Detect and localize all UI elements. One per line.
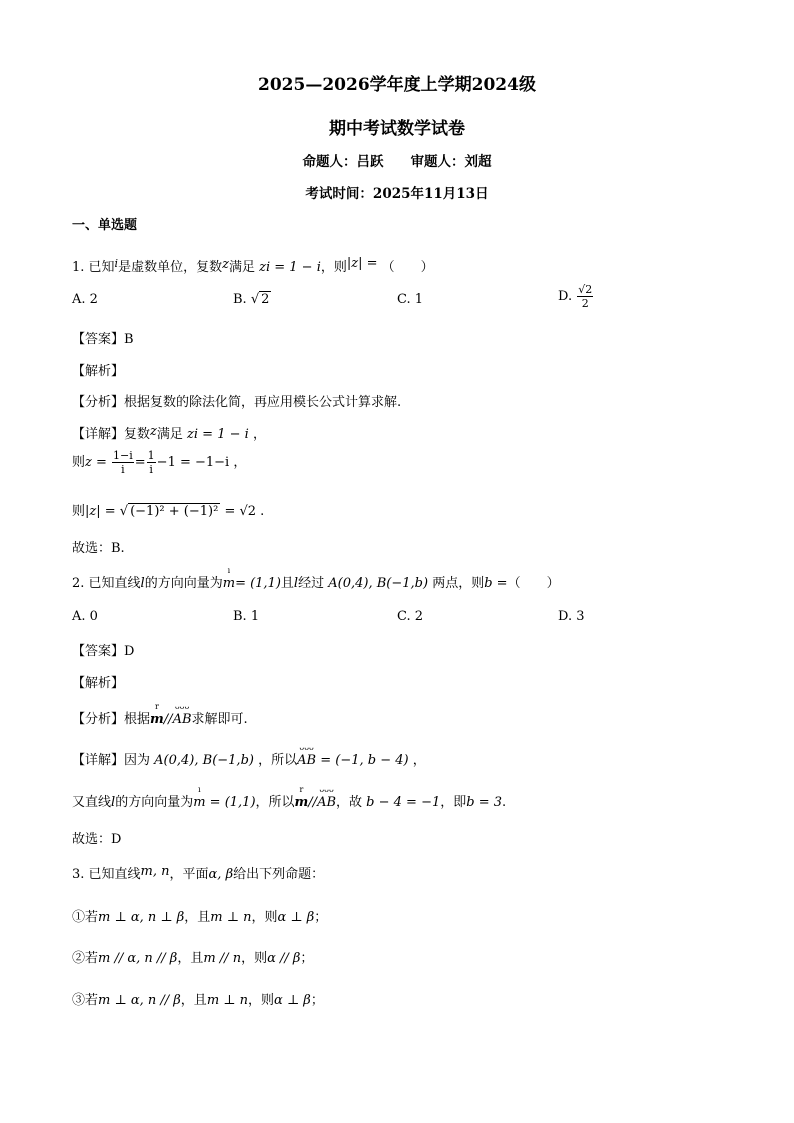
q1-option-c: C. 1 <box>397 292 424 307</box>
xiangjie-tag: 【详解】 <box>72 753 125 768</box>
q1-option-b-sqrt: √ 2 <box>250 292 270 307</box>
frac-num: 1−i <box>113 449 133 462</box>
q1-text: 满足 <box>156 427 183 442</box>
vector-arrow-icon: ᴗᴗᴗ <box>299 743 314 752</box>
q2-vector-ab <box>297 743 317 768</box>
q2-option-c: C. 2 <box>397 609 424 624</box>
q1-step3-lhs: |z| = <box>85 504 116 519</box>
equals: = <box>134 455 146 470</box>
q3-p2-condition2: m // n <box>203 951 242 966</box>
q1-text: 复数 <box>124 427 151 442</box>
q1-i-symbol: i <box>114 257 119 270</box>
q3-p3-result: α ⊥ β <box>274 993 311 1008</box>
q2-equation2: b = 3 <box>466 795 503 810</box>
vector-arrow-icon: ᴗᴗᴗ <box>319 785 334 794</box>
q2-conclusion: 故选：D <box>72 832 122 847</box>
q3-text: ，平面 <box>169 867 209 882</box>
q2-points: A(0,4), B(−1,b) <box>154 753 254 768</box>
q2-option-d: D. 3 <box>558 609 585 624</box>
q3-text: ，且 <box>184 910 211 925</box>
exam-time: 考试时间：2025年11月13日 <box>305 186 489 202</box>
parallel-symbol: // <box>163 712 173 727</box>
q2-ab-value: = (−1, b − 4) <box>320 753 409 768</box>
q2-vector-m2 <box>294 785 309 810</box>
q2-text: 且 <box>280 576 294 591</box>
q3-text: ，则 <box>251 910 278 925</box>
q3-proposition-3 <box>72 989 324 1008</box>
q1-equation: zi = 1 − i <box>259 260 321 275</box>
q1-abs-z: |z| = <box>346 256 378 271</box>
q2-text: 求解即可. <box>191 712 248 727</box>
q2-text: 又直线 <box>72 795 112 810</box>
answer-tag: 【答案】 <box>72 332 125 347</box>
q3-text: ①若 <box>72 910 99 925</box>
q1-step3-sqrt: √ (−1)² + (−1)² <box>119 504 219 519</box>
vector-arrow-icon: r <box>299 785 304 794</box>
q3-p1-result: α ⊥ β <box>277 910 315 925</box>
question-2-stem <box>72 566 560 591</box>
q2-text: 的方向向量为 <box>115 795 194 810</box>
q3-p1-condition2: m ⊥ n <box>210 910 252 925</box>
q1-option-b <box>233 292 271 307</box>
q3-text: ②若 <box>72 951 99 966</box>
q2-text: ，即 <box>440 795 467 810</box>
q2-l-symbol: l <box>140 576 145 591</box>
vector-arrow-icon: ᴗᴗᴗ <box>174 702 190 711</box>
q1-conclusion: 故选：B. <box>72 541 125 556</box>
q1-option-d-den: 2 <box>581 297 589 310</box>
question-1-stem <box>72 256 434 275</box>
q1-analysis-tag: 【解析】 <box>72 364 125 379</box>
q1-step3-radicand: (−1)² + (−1)² <box>130 504 219 519</box>
q2-step2 <box>72 785 507 810</box>
q2-text: ，所以 <box>258 753 298 768</box>
q2-m-value: = (1,1) <box>235 576 281 591</box>
q1-answer <box>72 328 134 347</box>
q2-text: . <box>502 795 507 810</box>
xiangjie-tag: 【详解】 <box>72 427 125 442</box>
q1-option-d-fraction <box>577 283 593 310</box>
q1-text: 则 <box>72 455 86 470</box>
q3-planes: α, β <box>208 867 234 882</box>
q1-option-d-num: √2 <box>578 283 593 296</box>
q3-text: 3. 已知直线 <box>72 867 141 882</box>
q3-lines: m, n <box>140 864 170 879</box>
q3-text: ③若 <box>72 993 99 1008</box>
q2-l-symbol: l <box>111 795 116 810</box>
q2-analysis-tag: 【解析】 <box>72 676 125 691</box>
q1-option-d-label: D. <box>558 289 573 304</box>
q2-answer-blank: （ ） <box>507 576 560 591</box>
q3-text: ，则 <box>241 951 268 966</box>
fenxi-tag: 【分析】 <box>72 712 125 727</box>
answer-tag: 【答案】 <box>72 644 125 659</box>
q2-ab-symbol: AB <box>172 712 192 727</box>
q3-text: 给出下列命题： <box>233 867 325 882</box>
q2-ab-symbol: AB <box>317 795 337 810</box>
q2-text: ，故 <box>336 795 363 810</box>
q2-m-symbol: m <box>193 795 206 810</box>
q3-p2-result: α // β <box>267 951 301 966</box>
q2-text: 根据 <box>124 712 151 727</box>
q3-text: ，则 <box>248 993 275 1008</box>
q3-text: ，且 <box>180 993 207 1008</box>
q3-text: ； <box>314 910 328 925</box>
q3-text: ，且 <box>177 951 204 966</box>
q2-vector-m <box>222 566 236 591</box>
q2-points: A(0,4), B(−1,b) <box>328 576 429 591</box>
q2-m-symbol: m <box>222 576 236 591</box>
section-heading: 一、单选题 <box>72 218 138 233</box>
q1-answer-blank: （ ） <box>381 260 434 275</box>
q2-m-symbol: m <box>294 795 309 810</box>
q3-p3-condition2: m ⊥ n <box>206 993 249 1008</box>
q2-equation1: b − 4 = −1 <box>366 795 441 810</box>
frac-num: 1 <box>147 449 155 462</box>
vector-arrow-icon: ı <box>198 785 201 794</box>
q3-proposition-2 <box>72 947 313 966</box>
q2-text: 因为 <box>124 753 151 768</box>
fenxi-text: 根据复数的除法化简，再应用模长公式计算求解. <box>124 395 402 410</box>
q1-step3 <box>72 500 264 519</box>
q2-text: 经过 <box>298 576 325 591</box>
q2-fenxi <box>72 702 248 727</box>
parallel-symbol: // <box>308 795 318 810</box>
q1-xiangjie <box>72 423 266 442</box>
q3-p3-condition: m ⊥ α, n // β <box>98 993 181 1008</box>
q2-l-symbol: l <box>293 576 299 591</box>
q1-text: 是虚数单位，复数 <box>118 260 223 275</box>
q2-text: ， <box>412 753 426 768</box>
q1-step2-lhs: z = <box>85 455 107 470</box>
q1-step2-fraction2 <box>147 449 156 476</box>
q3-proposition-1 <box>72 906 327 925</box>
q2-text: 两点，则 <box>432 576 485 591</box>
q1-option-b-value: 2 <box>261 292 270 307</box>
fenxi-tag: 【分析】 <box>72 395 125 410</box>
q1-step3-tail: = √2 . <box>224 504 265 519</box>
q1-option-d <box>558 283 594 310</box>
q2-text: ，所以 <box>255 795 295 810</box>
q2-option-a: A. 0 <box>72 609 98 624</box>
q2-xiangjie <box>72 743 426 768</box>
exam-title-line1: 2025—2026学年度上学期2024级 <box>258 75 536 95</box>
q1-step2-tail: −1 = −1−i ， <box>156 455 247 470</box>
answer-value: D <box>124 644 135 659</box>
q2-vector-m <box>193 785 206 810</box>
q2-option-b: B. 1 <box>233 609 260 624</box>
q1-fenxi <box>72 391 401 410</box>
frac-den: i <box>149 463 153 476</box>
question-3-stem <box>72 863 324 882</box>
q1-z-symbol: z <box>150 424 157 439</box>
q1-text: 满足 <box>228 260 255 275</box>
q1-option-a: A. 2 <box>72 292 98 307</box>
q3-p2-condition: m // α, n // β <box>98 951 178 966</box>
q2-m-symbol: m <box>150 712 164 727</box>
q3-text: ； <box>310 993 324 1008</box>
exam-title-line2: 期中考试数学试卷 <box>329 119 465 139</box>
q2-ab-symbol: AB <box>297 753 317 768</box>
q1-equation: zi = 1 − i <box>187 427 249 442</box>
q1-z-symbol: z <box>222 257 229 272</box>
q2-vector-ab2 <box>317 785 337 810</box>
exam-authors: 命题人：吕跃 审题人：刘超 <box>302 154 492 170</box>
q1-text: 则 <box>72 504 86 519</box>
q2-fenxi-vector-ab <box>172 702 192 727</box>
frac-den: i <box>121 463 125 476</box>
answer-value: B <box>124 332 134 347</box>
q1-step2-fraction1 <box>112 449 134 476</box>
q2-b-symbol: b = <box>484 576 508 591</box>
vector-arrow-icon: r <box>155 702 159 711</box>
q2-fenxi-vector-m <box>150 702 164 727</box>
q2-m-value: = (1,1) <box>209 795 256 810</box>
q2-text: 的方向向量为 <box>144 576 223 591</box>
q1-option-b-label: B. <box>233 292 247 307</box>
q2-answer <box>72 640 134 659</box>
q1-text: ， <box>252 427 266 442</box>
q2-text: 2. 已知直线 <box>72 576 141 591</box>
q1-text: ，则 <box>320 260 347 275</box>
q1-step2 <box>72 449 246 476</box>
vector-arrow-icon: ı <box>227 566 231 575</box>
q3-text: ； <box>300 951 314 966</box>
q3-p1-condition: m ⊥ α, n ⊥ β <box>98 910 185 925</box>
q1-text: 1. 已知 <box>72 260 115 275</box>
